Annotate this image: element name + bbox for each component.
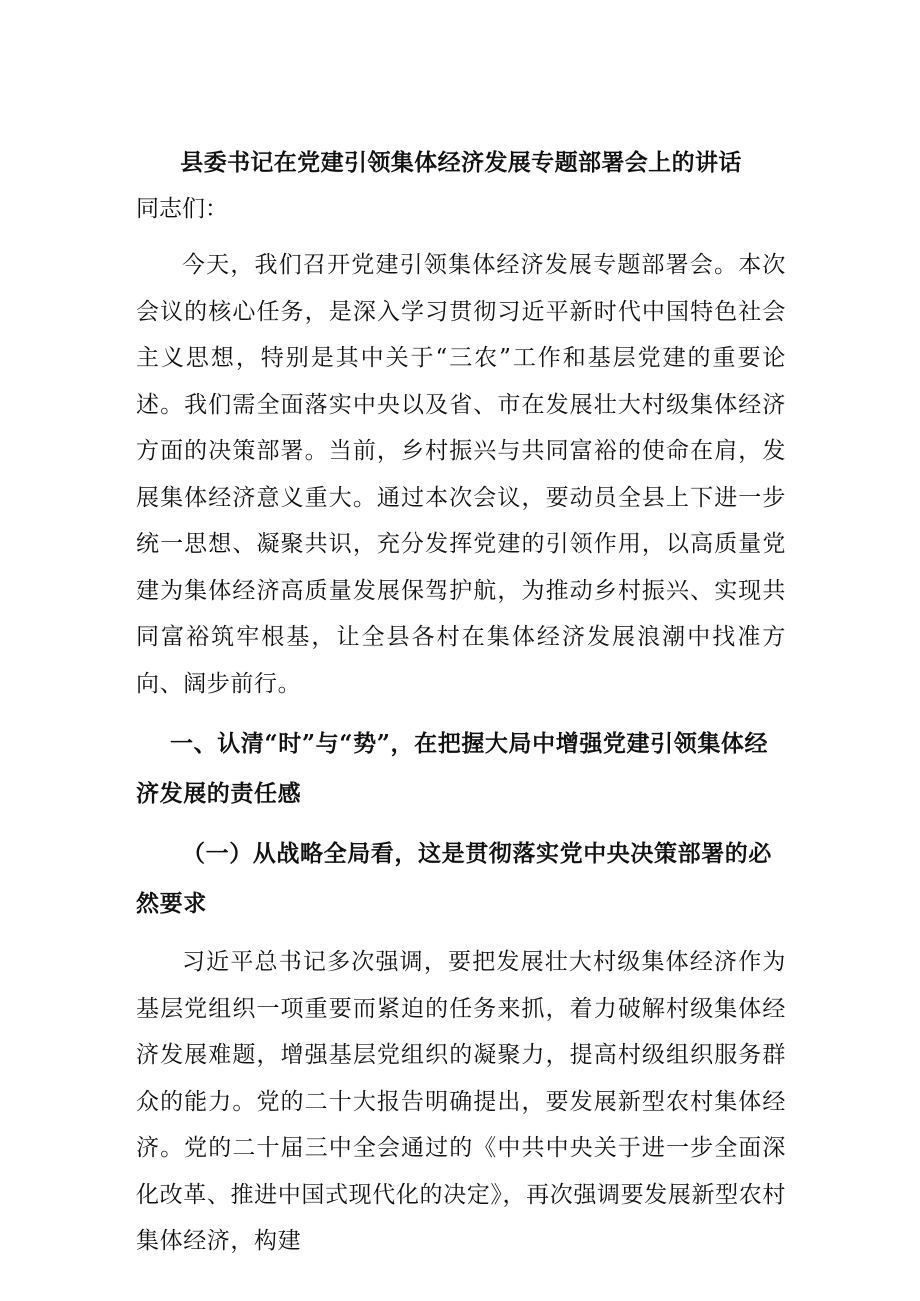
salutation: 同志们：	[136, 196, 228, 222]
document-body	[136, 140, 786, 1265]
section-1-heading: 一、认清“时”与“势”，在把握大局中增强党建引领集体经济发展的责任感	[136, 730, 769, 807]
intro-paragraph: 今天，我们召开党建引领集体经济发展专题部署会。本次会议的核心任务，是深入学习贯彻习近平新时代中国特色社会主义思想，特别是其中关于“三农”工作和基层党建的重要论述。我们需全面落实中央以及省、市在发展壮大村级集体经济方面的决策部署。当前，乡村振兴与共同富裕的使命在肩，发展集体经济意义重大。通过本次会议，要动员全县上下进一步统一思想、凝聚共识，充分发挥党建的引领作用，以高质量党建为集体经济高质量发展保驾护航，为推动乡村振兴、实现共同富裕筑牢根基，让全县各村在集体经济发展浪潮中找准方向、阔步前行。	[136, 252, 786, 697]
document-title: 县委书记在党建引领集体经济发展专题部署会上的讲话	[180, 149, 742, 176]
subsection-1-1-heading: （一）从战略全局看，这是贯彻落实党中央决策部署的必然要求	[136, 840, 772, 917]
subsection-1-1-paragraph: 习近平总书记多次强调，要把发展壮大村级集体经济作为基层党组织一项重要而紧迫的任务来抓，着力破解村级集体经济发展难题，增强基层党组织的凝聚力，提高村级组织服务群众的能力。党的二十大报告明确提出，要发展新型农村集体经济。党的二十届三中全会通过的《中共中央关于进一步全面深化改革、推进中国式现代化的决定》，再次强调要发展新型农村集体经济，构建	[136, 949, 786, 1254]
